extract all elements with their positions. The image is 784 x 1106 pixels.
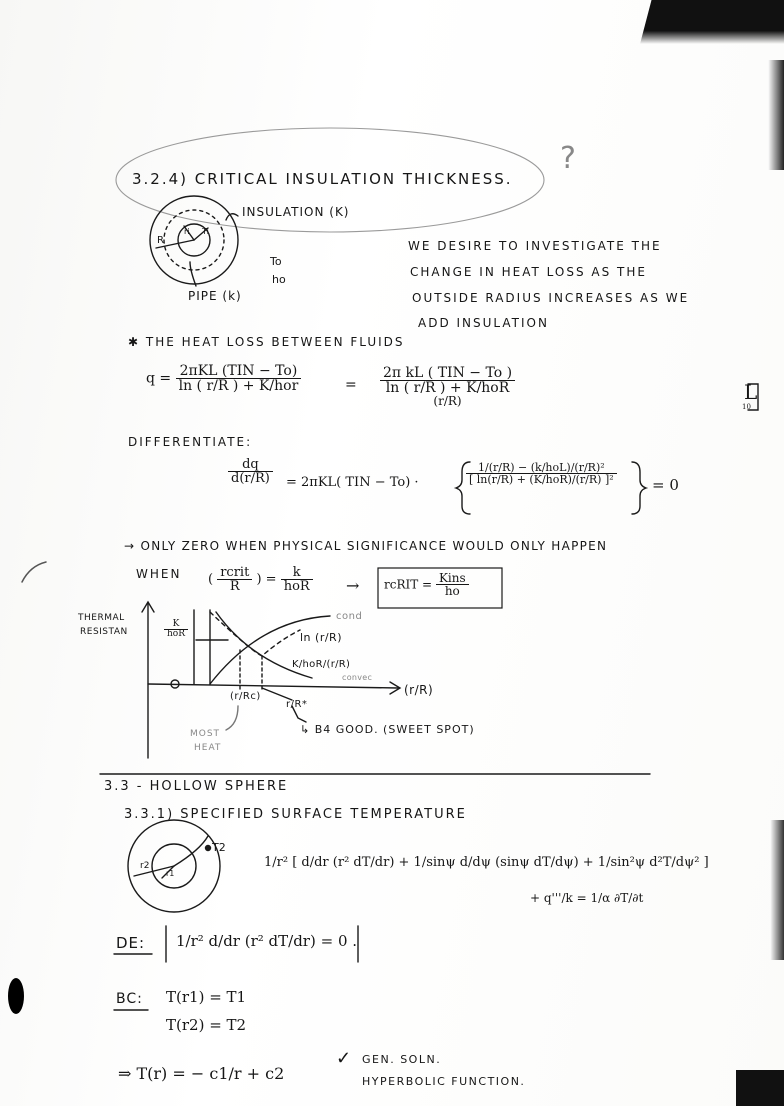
laplacian-line-2: + q'''/k = 1/α ∂T/∂t [530,891,644,905]
crit-eq-lhs-num: rcrit [217,566,252,580]
eq-q-lhs: q = [146,370,172,387]
eq-q-num2: 2π kL ( TIN − To ) [380,366,515,381]
graph-ylabel-1: THERMAL [78,613,125,623]
eq-q-num1: 2πKL (TIN − To) [176,364,302,379]
label-insulation: INSULATION (K) [242,205,350,219]
question-mark: ? [560,141,576,176]
only-zero-line: → ONLY ZERO WHEN PHYSICAL SIGNIFICANCE WOULD ONLY HAPPEN [124,539,608,553]
margin-curve [22,562,46,582]
eq-diff-middle: = 2πKL( TIN − To) · [286,475,419,490]
sphere-label-t2: T2 [212,841,226,854]
crit-eq-equals: = [265,572,277,587]
crit-eq-arrow: → [346,576,360,595]
label-r-inner: ri [184,227,190,236]
eq-diff-brace-num: 1/(r/R) − (k/hoL)/(r/R)² [466,462,617,474]
crit-eq-boxed [384,572,469,597]
de-label: DE: [116,934,146,952]
differentiate-label: DIFFERENTIATE: [128,435,253,449]
label-t-inner: Ti [202,227,209,236]
when-label: WHEN [136,567,182,581]
eq-diff-lhs-den: d(r/R) [231,471,270,486]
desire-line-1: WE DESIRE TO INVESTIGATE THE [408,239,662,253]
crit-eq-rhs-num: k [281,566,313,580]
eq-q-frac1 [176,364,302,393]
sphere-label-r1: r1 [166,869,175,878]
de-equation: 1/r² d/dr (r² dT/dr) = 0 . [176,932,358,950]
graph-most-heat-2: HEAT [194,743,222,753]
crit-eq-lhs-den: R [229,579,240,594]
graph-conv-ratio: K/hoR/(r/R) [292,659,351,670]
laplacian-line-1: 1/r² [ d/dr (r² dT/dr) + 1/sinψ d/dψ (sinψ dT/dψ) + 1/sin²ψ d²T/dψ² ] [264,855,709,870]
graph-k-den: hoR [167,629,185,639]
section-33-title: 3.3 - HOLLOW SPHERE [104,779,289,794]
crit-eq-lhs: ( $\frac{\text{rcrit}}{R}$ ) = $\frac{k}{\text{hoR}}$ [208,566,313,593]
graph-ylabel-2: RESISTAN [80,627,128,637]
graph-b4-good: ↳ B4 GOOD. (SWEET SPOT) [300,723,475,736]
eq-q-den1: ln ( r/R ) + K/hor [178,378,299,394]
label-to: To [270,255,282,268]
graph-r-star: r/R* [286,699,308,710]
desire-line-3: OUTSIDE RADIUS INCREASES AS WE [412,291,690,305]
bc-2: T(r2) = T2 [166,1016,247,1034]
eq-q-rhs [380,366,515,407]
section-33-subtitle: 3.3.1) SPECIFIED SURFACE TEMPERATURE [124,807,467,822]
margin-mark-sub: 10 [742,403,751,411]
bc-label: BC: [116,991,143,1007]
graph-most-heat-1: MOST [190,729,221,739]
eq-diff-lhs [228,458,273,485]
graph-convec: convec [342,673,373,682]
label-ho: ho [272,273,286,286]
graph-rc-label: (r/Rc) [230,691,261,702]
crit-eq-boxed-num: Kins [436,572,469,585]
graph-cond: cond [336,611,363,622]
graph-ln-label: ln (r/R) [300,631,342,644]
desire-line-2: CHANGE IN HEAT LOSS AS THE [410,265,647,279]
graph-curves [194,610,330,730]
check-mark: ✓ [336,1048,352,1069]
margin-mark: L [744,380,758,404]
crit-eq-boxed-lhs: rcRIT = [384,577,433,592]
label-r-outer: R [157,235,164,246]
eq-diff-lhs-num: dq [228,458,273,472]
eq-q [146,364,301,393]
desire-line-4: ADD INSULATION [418,316,549,330]
graph-k-label [164,620,188,639]
hyperbolic-function: HYPERBOLIC FUNCTION. [362,1075,526,1088]
eq-q-den2-top: ln ( r/R ) + K/hoR [385,380,510,396]
graph-x-axis: (r/R) [404,683,434,697]
crit-eq-rhs-den: hoR [283,579,310,594]
eq-q-equals: = [345,377,357,393]
section-324-title: 3.2.4) CRITICAL INSULATION THICKNESS. [132,170,513,188]
solution: ⇒ T(r) = − c1/r + c2 [118,1064,285,1083]
eq-diff-brace-den: [ ln(r/R) + (K/hoR)/(r/R) ]² [469,473,614,486]
bc-1: T(r1) = T1 [166,988,247,1006]
eq-q-den2-bottom: (r/R) [433,394,462,408]
heat-loss-heading: ✱ THE HEAT LOSS BETWEEN FLUIDS [128,335,405,349]
gen-soln: GEN. SOLN. [362,1053,442,1066]
eq-diff-brace-frac [466,462,617,485]
sphere-label-r2: r2 [140,861,150,871]
label-pipe: PIPE (k) [188,289,242,303]
eq-q-frac2 [380,366,515,407]
crit-eq-boxed-den: ho [444,584,460,598]
eq-diff-rhs: = 0 [652,476,679,494]
brace-right [632,462,646,514]
graph-k-num: K [164,620,188,630]
